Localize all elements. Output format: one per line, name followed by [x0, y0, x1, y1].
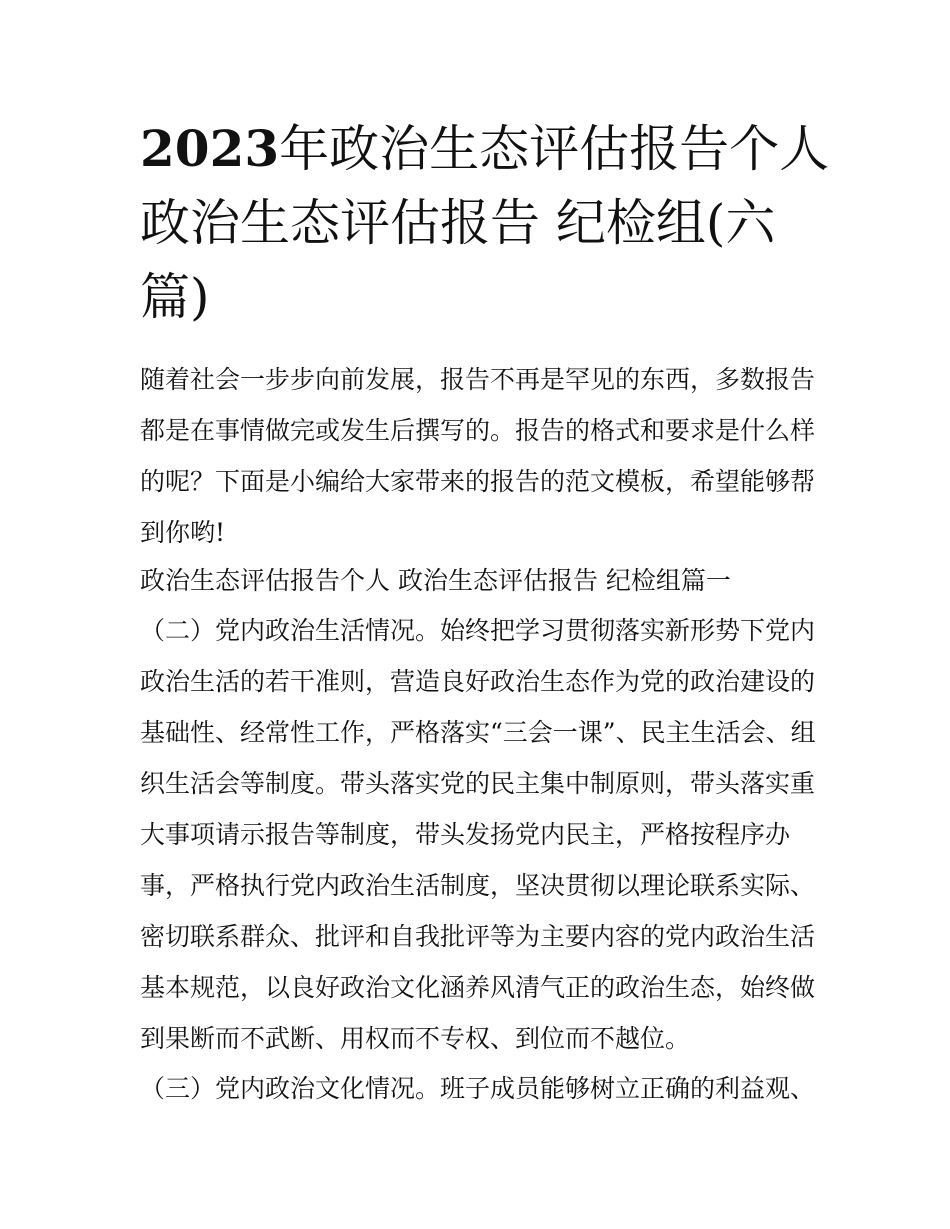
text-line: 的呢？下面是小编给大家带来的报告的范文模板，希望能够帮	[140, 467, 816, 496]
text-line: 都是在事情做完或发生后撰写的。报告的格式和要求是什么样	[140, 416, 816, 445]
section-heading	[140, 555, 820, 606]
text-line: 随着社会一步步向前发展，报告不再是罕见的东西，多数报告	[140, 365, 816, 394]
text-line: 到你哟!	[140, 518, 226, 547]
title-line	[140, 112, 830, 186]
title-text: 年政治生态评估报告个人	[279, 120, 830, 178]
title-line: 政治生态评估报告 纪检组(六	[140, 194, 776, 252]
intro-paragraph	[140, 354, 820, 558]
title-year: 2023	[140, 119, 280, 178]
text-line: 政治生活的若干准则，营造良好政治生态作为党的政治建设的	[140, 667, 816, 696]
text-line: 密切联系群众、批评和自我批评等为主要内容的党内政治生活	[140, 922, 816, 951]
text-line: 大事项请示报告等制度，带头发扬党内民主，严格按程序办	[140, 820, 791, 849]
paragraph-party-culture	[140, 1063, 820, 1114]
text-line: 到果断而不武断、用权而不专权、到位而不越位。	[140, 1024, 691, 1053]
document-title	[140, 112, 830, 334]
text-line: 基本规范，以良好政治文化涵养风清气正的政治生态，始终做	[140, 973, 816, 1002]
text-line: （二）党内政治生活情况。始终把学习贯彻落实新形势下党内	[140, 616, 816, 645]
text-line: 事，严格执行党内政治生活制度，坚决贯彻以理论联系实际、	[140, 871, 816, 900]
section-heading-text: 政治生态评估报告个人 政治生态评估报告 纪检组篇一	[140, 566, 731, 595]
text-line: 织生活会等制度。带头落实党的民主集中制原则，带头落实重	[140, 769, 816, 798]
paragraph-party-life	[140, 605, 820, 1064]
text-line: 基础性、经常性工作，严格落实“三会一课”、民主生活会、组	[140, 718, 816, 747]
text-line: （三）党内政治文化情况。班子成员能够树立正确的利益观、	[140, 1074, 816, 1103]
title-line: 篇)	[140, 268, 210, 326]
